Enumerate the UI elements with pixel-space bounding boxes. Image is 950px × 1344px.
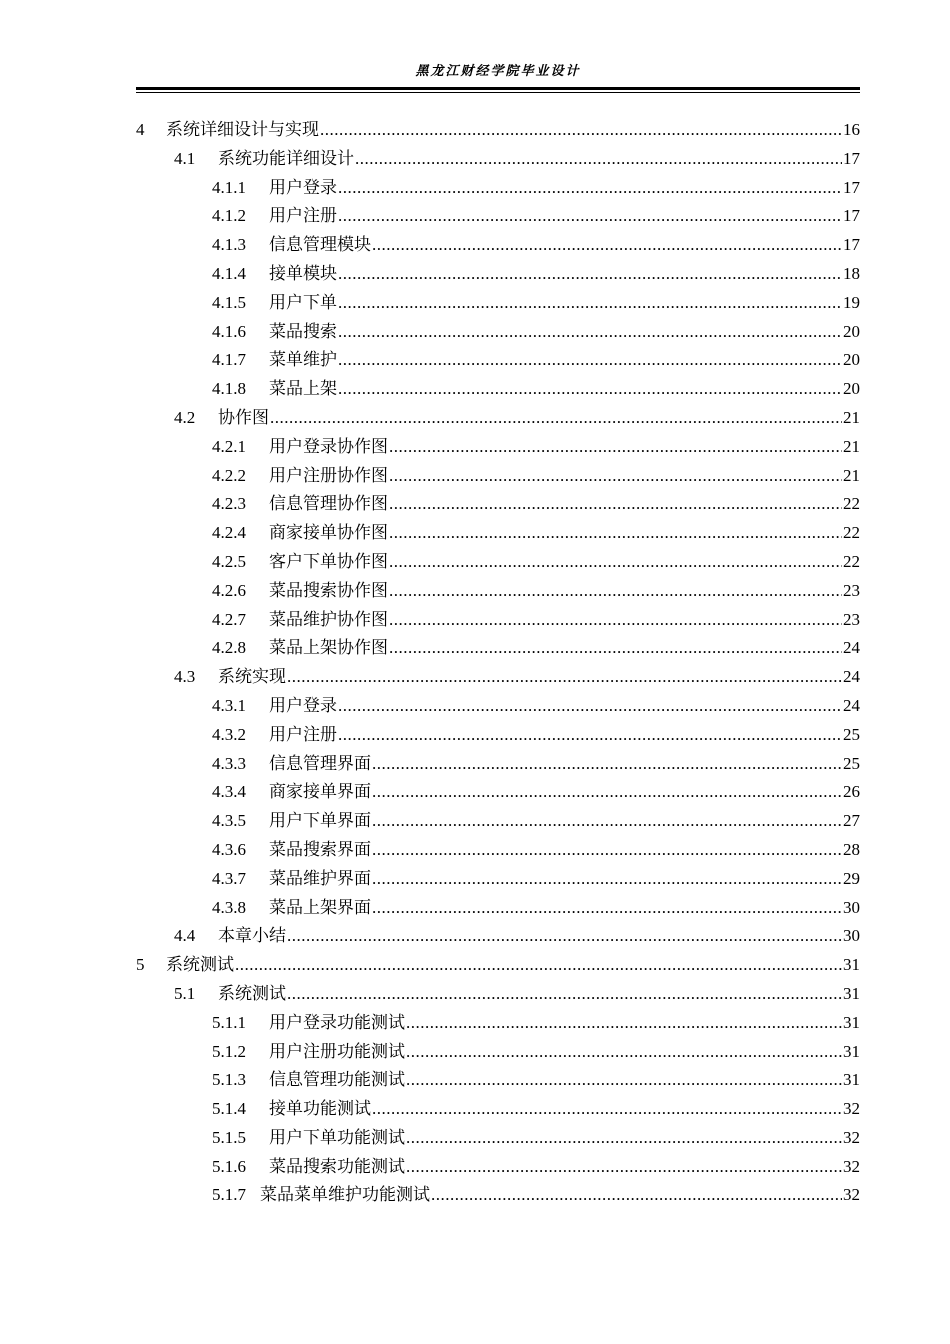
toc-entry-page-number: 32	[843, 1185, 860, 1205]
toc-entry[interactable]	[136, 721, 860, 750]
toc-entry[interactable]	[136, 1038, 860, 1067]
toc-entry[interactable]	[136, 346, 860, 375]
toc-entry-title: 菜品上架	[269, 379, 337, 400]
toc-entry[interactable]	[136, 692, 860, 721]
toc-entry-title: 菜品上架界面	[269, 897, 371, 918]
toc-entry-title: 客户下单协作图	[269, 551, 388, 572]
toc-dot-leader	[372, 807, 842, 836]
toc-dot-leader	[338, 174, 842, 203]
toc-entry-title: 菜品搜索协作图	[269, 580, 388, 601]
toc-entry-page-number: 24	[843, 638, 860, 658]
toc-entry-title: 用户下单	[269, 292, 337, 313]
toc-entry-title: 系统实现	[218, 667, 286, 688]
toc-entry-title: 菜品搜索功能测试	[269, 1156, 405, 1177]
toc-entry[interactable]	[136, 116, 860, 145]
toc-entry-title: 菜品维护协作图	[269, 609, 388, 630]
toc-entry[interactable]	[136, 174, 860, 203]
toc-entry-page-number: 30	[843, 926, 860, 946]
toc-entry-title: 菜品维护界面	[269, 868, 371, 889]
toc-entry-number: 5.1.1	[212, 1012, 246, 1032]
toc-entry-title: 用户注册	[269, 206, 337, 227]
toc-entry-number: 4.1	[174, 148, 196, 168]
toc-dot-leader	[389, 433, 842, 462]
toc-dot-leader	[406, 1009, 842, 1038]
toc-entry-number: 4.2.4	[212, 523, 246, 543]
toc-entry-page-number: 32	[843, 1127, 860, 1147]
toc-entry-number: 4.3.1	[212, 695, 246, 715]
toc-entry-page-number: 24	[843, 695, 860, 715]
toc-dot-leader	[372, 750, 842, 779]
toc-entry-number: 4.2.1	[212, 436, 246, 456]
toc-entry-number: 5.1.6	[212, 1156, 246, 1176]
toc-entry-page-number: 17	[843, 148, 860, 168]
toc-entry-number: 5.1	[174, 983, 196, 1003]
toc-entry[interactable]	[136, 894, 860, 923]
table-of-contents	[136, 116, 860, 1210]
toc-entry[interactable]	[136, 1095, 860, 1124]
toc-entry-page-number: 20	[843, 350, 860, 370]
toc-entry-page-number: 22	[843, 551, 860, 571]
toc-entry-title: 用户下单界面	[269, 811, 371, 832]
toc-entry-title: 用户注册	[269, 724, 337, 745]
toc-dot-leader	[406, 1124, 842, 1153]
toc-entry[interactable]	[136, 404, 860, 433]
toc-entry[interactable]	[136, 750, 860, 779]
toc-dot-leader	[287, 663, 842, 692]
toc-entry-number: 4.1.7	[212, 350, 246, 370]
toc-entry-page-number: 32	[843, 1099, 860, 1119]
toc-entry-number: 4.1.2	[212, 206, 246, 226]
toc-entry[interactable]	[136, 375, 860, 404]
toc-entry-page-number: 27	[843, 811, 860, 831]
toc-entry-page-number: 26	[843, 782, 860, 802]
toc-entry[interactable]	[136, 1181, 860, 1210]
toc-dot-leader	[338, 692, 842, 721]
toc-entry-page-number: 31	[843, 955, 860, 975]
toc-entry-page-number: 18	[843, 263, 860, 283]
toc-entry-number: 5.1.4	[212, 1099, 246, 1119]
toc-entry-title: 菜品菜单维护功能测试	[260, 1185, 430, 1206]
toc-dot-leader	[389, 577, 842, 606]
toc-entry-title: 菜品搜索界面	[269, 839, 371, 860]
toc-entry-title: 用户登录	[269, 177, 337, 198]
toc-dot-leader	[338, 202, 842, 231]
toc-entry-title: 用户注册功能测试	[269, 1041, 405, 1062]
toc-dot-leader	[287, 922, 842, 951]
toc-entry-number: 4.1.3	[212, 235, 246, 255]
toc-entry[interactable]	[136, 145, 860, 174]
toc-entry-page-number: 22	[843, 494, 860, 514]
toc-entry[interactable]	[136, 548, 860, 577]
toc-entry-page-number: 20	[843, 379, 860, 399]
toc-entry[interactable]	[136, 663, 860, 692]
toc-entry-title: 系统测试	[166, 955, 234, 976]
toc-dot-leader	[320, 116, 842, 145]
toc-dot-leader	[338, 289, 842, 318]
header-rule-thin	[136, 92, 860, 93]
header-rule-thick	[136, 87, 860, 90]
toc-entry[interactable]	[136, 318, 860, 347]
toc-dot-leader	[372, 894, 842, 923]
toc-entry-number: 4.3.6	[212, 839, 246, 859]
toc-entry-title: 用户注册协作图	[269, 465, 388, 486]
toc-entry[interactable]	[136, 634, 860, 663]
toc-entry-number: 4.1.6	[212, 321, 246, 341]
toc-entry-page-number: 17	[843, 206, 860, 226]
toc-entry-title: 用户登录	[269, 695, 337, 716]
toc-entry-number: 4.3.8	[212, 897, 246, 917]
toc-entry[interactable]	[136, 807, 860, 836]
toc-dot-leader	[389, 462, 842, 491]
toc-entry[interactable]	[136, 462, 860, 491]
toc-entry-page-number: 19	[843, 292, 860, 312]
toc-entry[interactable]	[136, 980, 860, 1009]
toc-entry-page-number: 21	[843, 407, 860, 427]
toc-entry-number: 4.4	[174, 926, 196, 946]
toc-entry[interactable]	[136, 577, 860, 606]
toc-entry-title: 用户登录协作图	[269, 436, 388, 457]
toc-entry-page-number: 17	[843, 235, 860, 255]
toc-entry[interactable]	[136, 260, 860, 289]
toc-entry-number: 4.3.7	[212, 868, 246, 888]
toc-dot-leader	[406, 1153, 842, 1182]
toc-entry[interactable]	[136, 490, 860, 519]
toc-entry-page-number: 31	[843, 983, 860, 1003]
toc-dot-leader	[338, 318, 842, 347]
toc-entry-page-number: 31	[843, 1041, 860, 1061]
toc-entry-page-number: 21	[843, 436, 860, 456]
toc-dot-leader	[270, 404, 842, 433]
toc-entry-page-number: 23	[843, 580, 860, 600]
toc-entry-number: 4.1.8	[212, 379, 246, 399]
toc-entry[interactable]	[136, 433, 860, 462]
toc-dot-leader	[406, 1066, 842, 1095]
toc-entry[interactable]	[136, 836, 860, 865]
toc-entry[interactable]	[136, 606, 860, 635]
toc-entry-page-number: 23	[843, 609, 860, 629]
page-header-title: 黑龙江财经学院毕业设计	[415, 64, 581, 79]
toc-entry[interactable]	[136, 1066, 860, 1095]
toc-entry[interactable]	[136, 1153, 860, 1182]
toc-dot-leader	[389, 606, 842, 635]
toc-entry-page-number: 30	[843, 897, 860, 917]
toc-dot-leader	[338, 346, 842, 375]
toc-entry-title: 协作图	[218, 407, 269, 428]
toc-entry-title: 菜单维护	[269, 350, 337, 371]
toc-entry-title: 系统测试	[218, 983, 286, 1004]
toc-entry-page-number: 22	[843, 523, 860, 543]
toc-entry-page-number: 32	[843, 1156, 860, 1176]
toc-dot-leader	[389, 634, 842, 663]
toc-entry-number: 4.3.5	[212, 811, 246, 831]
toc-entry-title: 用户登录功能测试	[269, 1012, 405, 1033]
toc-entry[interactable]	[136, 519, 860, 548]
toc-entry-page-number: 31	[843, 1012, 860, 1032]
toc-entry-title: 接单模块	[269, 263, 337, 284]
toc-entry-number: 4.2.3	[212, 494, 246, 514]
toc-entry-number: 4.1.4	[212, 263, 246, 283]
toc-dot-leader	[372, 778, 842, 807]
toc-entry-number: 4	[136, 120, 145, 139]
toc-entry-title: 系统功能详细设计	[218, 148, 354, 169]
toc-entry-title: 商家接单协作图	[269, 523, 388, 544]
toc-entry-title: 商家接单界面	[269, 782, 371, 803]
toc-entry-title: 系统详细设计与实现	[166, 120, 319, 140]
toc-entry-number: 4.1.1	[212, 177, 246, 197]
toc-entry[interactable]	[136, 289, 860, 318]
toc-entry-page-number: 16	[843, 120, 860, 139]
toc-dot-leader	[338, 721, 842, 750]
toc-entry-page-number: 24	[843, 667, 860, 687]
toc-entry-title: 信息管理界面	[269, 753, 371, 774]
toc-entry-page-number: 31	[843, 1070, 860, 1090]
toc-dot-leader	[406, 1038, 842, 1067]
toc-dot-leader	[389, 548, 842, 577]
toc-entry[interactable]	[136, 778, 860, 807]
toc-entry-number: 4.3	[174, 667, 196, 687]
toc-entry[interactable]	[136, 1009, 860, 1038]
toc-dot-leader	[372, 1095, 842, 1124]
toc-entry[interactable]	[136, 865, 860, 894]
toc-dot-leader	[287, 980, 842, 1009]
toc-dot-leader	[355, 145, 842, 174]
toc-dot-leader	[431, 1181, 842, 1210]
toc-entry-page-number: 21	[843, 465, 860, 485]
toc-entry-number: 4.2.8	[212, 638, 246, 658]
toc-dot-leader	[389, 490, 842, 519]
toc-entry-title: 菜品搜索	[269, 321, 337, 342]
toc-entry-title: 信息管理功能测试	[269, 1070, 405, 1091]
toc-entry-page-number: 28	[843, 839, 860, 859]
toc-entry-page-number: 20	[843, 321, 860, 341]
toc-dot-leader	[338, 260, 842, 289]
toc-entry-number: 5	[136, 955, 145, 975]
toc-entry-number: 4.3.2	[212, 724, 246, 744]
toc-entry-number: 4.1.5	[212, 292, 246, 312]
toc-entry-title: 本章小结	[218, 926, 286, 947]
toc-entry-number: 5.1.3	[212, 1070, 246, 1090]
toc-entry-number: 4.2.5	[212, 551, 246, 571]
toc-entry-number: 4.2.7	[212, 609, 246, 629]
toc-entry-number: 4.3.4	[212, 782, 246, 802]
toc-entry[interactable]	[136, 1124, 860, 1153]
toc-dot-leader	[372, 836, 842, 865]
toc-entry-title: 用户下单功能测试	[269, 1127, 405, 1148]
toc-dot-leader	[372, 865, 842, 894]
toc-entry-title: 菜品上架协作图	[269, 638, 388, 659]
toc-entry[interactable]	[136, 951, 860, 980]
toc-entry-page-number: 17	[843, 177, 860, 197]
toc-entry[interactable]	[136, 202, 860, 231]
toc-entry-number: 4.3.3	[212, 753, 246, 773]
toc-entry[interactable]	[136, 922, 860, 951]
toc-entry-number: 5.1.2	[212, 1041, 246, 1061]
toc-entry-number: 4.2.2	[212, 465, 246, 485]
toc-entry-title: 信息管理协作图	[269, 494, 388, 515]
toc-entry-number: 4.2	[174, 407, 196, 427]
toc-dot-leader	[389, 519, 842, 548]
toc-entry-page-number: 29	[843, 868, 860, 888]
toc-entry-number: 5.1.5	[212, 1127, 246, 1147]
toc-entry[interactable]	[136, 231, 860, 260]
toc-dot-leader	[235, 951, 842, 980]
toc-entry-number: 4.2.6	[212, 580, 246, 600]
toc-entry-page-number: 25	[843, 753, 860, 773]
toc-entry-page-number: 25	[843, 724, 860, 744]
toc-dot-leader	[372, 231, 842, 260]
toc-entry-title: 接单功能测试	[269, 1099, 371, 1120]
toc-entry-number: 5.1.7	[212, 1185, 246, 1205]
toc-entry-title: 信息管理模块	[269, 235, 371, 256]
toc-dot-leader	[338, 375, 842, 404]
